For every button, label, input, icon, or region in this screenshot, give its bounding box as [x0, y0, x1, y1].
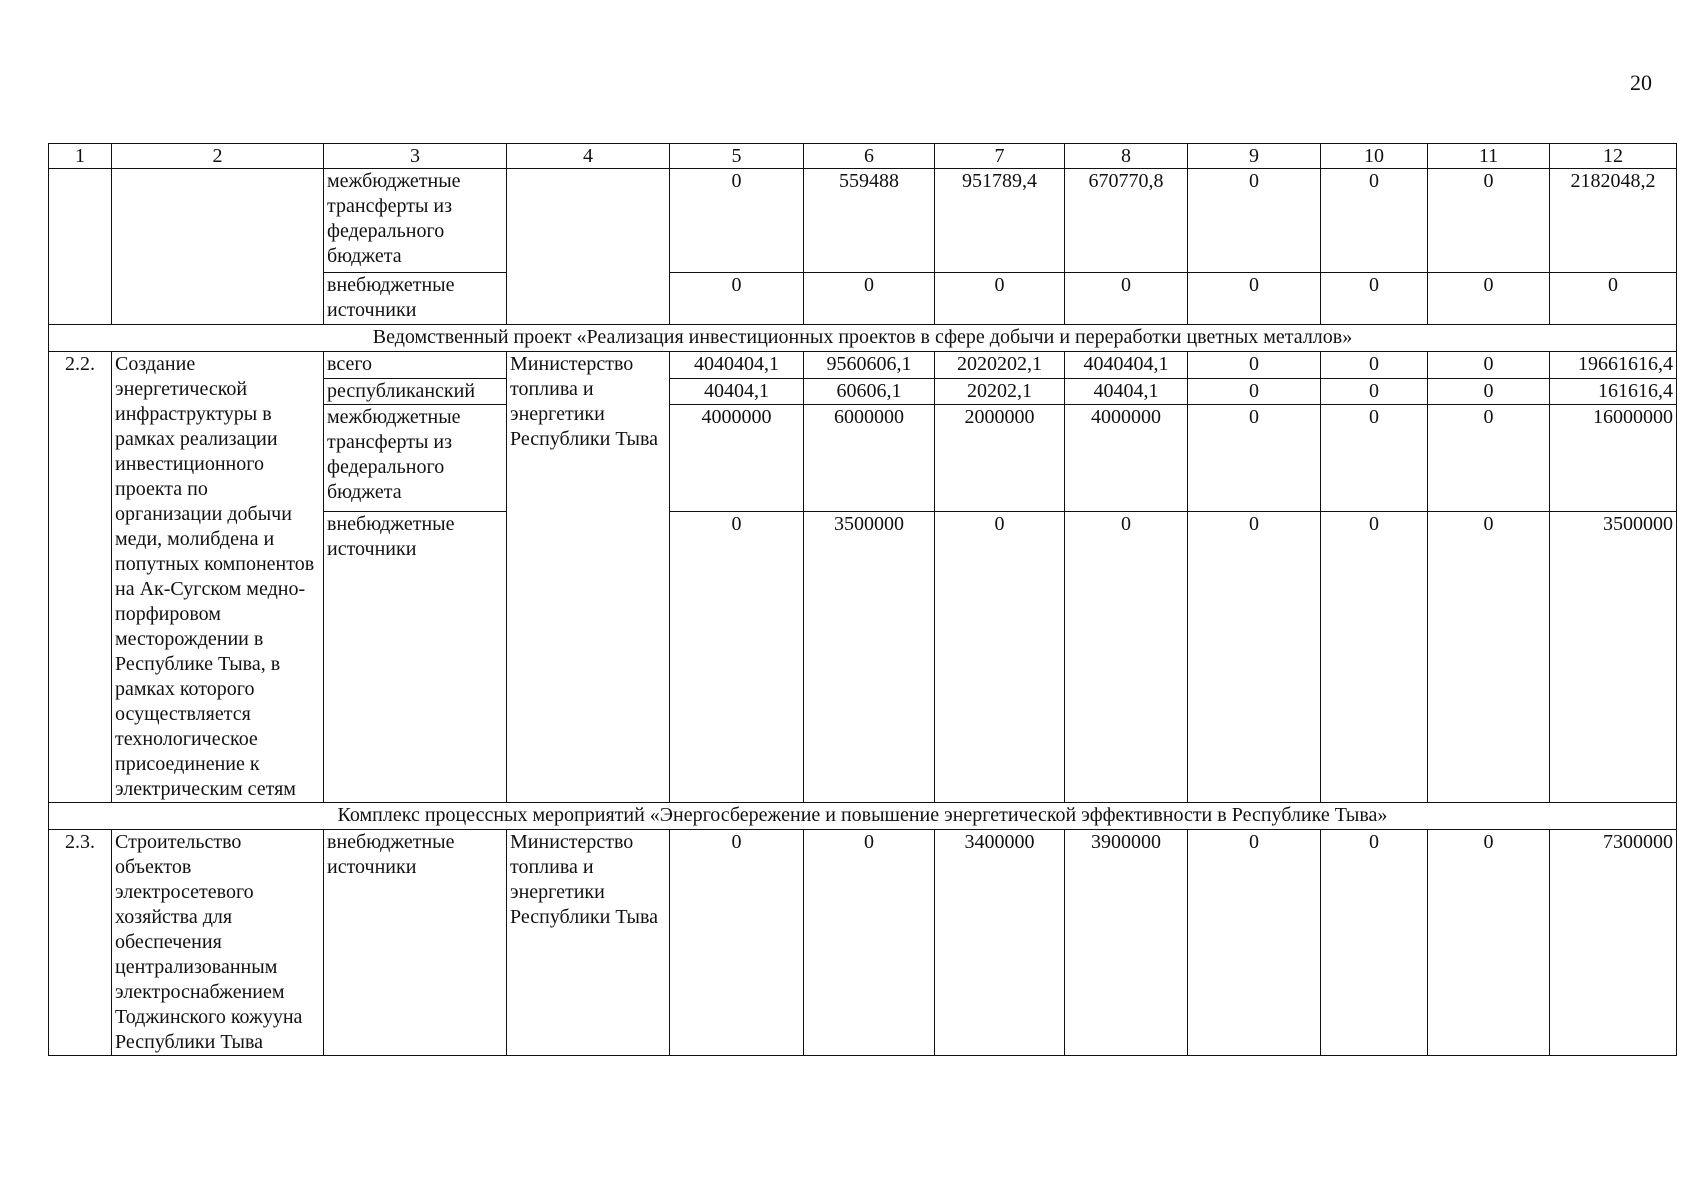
num-cell — [49, 169, 112, 325]
column-header: 6 — [804, 144, 935, 169]
value-cell: 0 — [1321, 169, 1428, 273]
value-cell: 6000000 — [804, 405, 935, 512]
value-cell: 0 — [670, 830, 804, 1056]
budget-table — [48, 143, 1677, 1056]
value-cell: 0 — [1428, 273, 1550, 325]
value-cell: 0 — [1188, 511, 1321, 802]
value-cell: 670770,8 — [1065, 169, 1188, 273]
section-row — [49, 325, 1677, 352]
value-cell: 0 — [1321, 511, 1428, 802]
value-cell: 2000000 — [935, 405, 1065, 512]
value-cell: 0 — [935, 511, 1065, 802]
executor: Министерство топлива и энергетики Республики Тыва — [507, 352, 670, 803]
value-cell: 0 — [1188, 378, 1321, 405]
value-cell: 40404,1 — [670, 378, 804, 405]
funding-source: межбюджетные трансферты из федерального бюджета — [324, 169, 507, 273]
funding-source: всего — [324, 352, 507, 379]
item-number: 2.3. — [49, 830, 112, 1056]
value-cell: 4000000 — [670, 405, 804, 512]
column-header: 4 — [507, 144, 670, 169]
value-cell: 4000000 — [1065, 405, 1188, 512]
value-cell: 4040404,1 — [1065, 352, 1188, 379]
value-cell: 0 — [935, 273, 1065, 325]
value-cell: 0 — [1321, 352, 1428, 379]
value-cell: 3500000 — [804, 511, 935, 802]
value-cell: 3900000 — [1065, 830, 1188, 1056]
value-cell: 0 — [1188, 273, 1321, 325]
value-cell: 7300000 — [1550, 830, 1677, 1056]
column-header: 3 — [324, 144, 507, 169]
value-cell: 0 — [1428, 352, 1550, 379]
value-cell: 9560606,1 — [804, 352, 935, 379]
value-cell: 20202,1 — [935, 378, 1065, 405]
name-cell — [112, 169, 324, 325]
column-header: 8 — [1065, 144, 1188, 169]
value-cell: 0 — [1188, 169, 1321, 273]
value-cell: 0 — [1550, 273, 1677, 325]
value-cell: 0 — [1188, 830, 1321, 1056]
value-cell: 0 — [1428, 169, 1550, 273]
page-number: 20 — [1630, 70, 1652, 95]
value-cell: 0 — [1321, 830, 1428, 1056]
value-cell: 951789,4 — [935, 169, 1065, 273]
value-cell: 559488 — [804, 169, 935, 273]
funding-source: республиканский — [324, 378, 507, 405]
value-cell: 0 — [1428, 378, 1550, 405]
executor: Министерство топлива и энергетики Республики Тыва — [507, 830, 670, 1056]
value-cell: 3500000 — [1550, 511, 1677, 802]
value-cell: 60606,1 — [804, 378, 935, 405]
column-header: 9 — [1188, 144, 1321, 169]
value-cell: 0 — [1321, 273, 1428, 325]
section-row — [49, 803, 1677, 830]
value-cell: 0 — [1321, 378, 1428, 405]
value-cell: 19661616,4 — [1550, 352, 1677, 379]
column-header: 12 — [1550, 144, 1677, 169]
value-cell: 0 — [670, 169, 804, 273]
item-name: Создание энергетической инфраструктуры в рамках реализации инвестиционного проекта по организации добычи меди, молибдена и попутных компонентов на Ак-Сугском медно-порфировом месторождении в Республике Тыва, в рамках которого осуществляется технологическое присоединение к электрическим сетям — [112, 352, 324, 803]
funding-source: внебюджетные источники — [324, 511, 507, 802]
column-header: 1 — [49, 144, 112, 169]
table-row — [49, 352, 1677, 379]
item-number: 2.2. — [49, 352, 112, 803]
value-cell: 40404,1 — [1065, 378, 1188, 405]
value-cell: 0 — [1065, 511, 1188, 802]
value-cell: 3400000 — [935, 830, 1065, 1056]
value-cell: 4040404,1 — [670, 352, 804, 379]
table-row — [49, 830, 1677, 1056]
column-header: 10 — [1321, 144, 1428, 169]
value-cell: 0 — [804, 830, 935, 1056]
value-cell: 0 — [670, 273, 804, 325]
value-cell: 2020202,1 — [935, 352, 1065, 379]
value-cell: 0 — [1428, 405, 1550, 512]
column-header: 7 — [935, 144, 1065, 169]
funding-source: межбюджетные трансферты из федерального бюджета — [324, 405, 507, 512]
value-cell: 0 — [1065, 273, 1188, 325]
column-header: 2 — [112, 144, 324, 169]
value-cell: 0 — [1188, 352, 1321, 379]
value-cell: 0 — [1321, 405, 1428, 512]
value-cell: 0 — [1428, 511, 1550, 802]
column-header: 11 — [1428, 144, 1550, 169]
column-header: 5 — [670, 144, 804, 169]
section-title: Комплекс процессных мероприятий «Энергосбережение и повышение энергетической эффективности в Республике Тыва» — [49, 803, 1677, 830]
section-title: Ведомственный проект «Реализация инвестиционных проектов в сфере добычи и переработки цветных металлов» — [49, 325, 1677, 352]
column-number-row — [49, 144, 1677, 169]
value-cell: 0 — [1188, 405, 1321, 512]
value-cell: 16000000 — [1550, 405, 1677, 512]
value-cell: 2182048,2 — [1550, 169, 1677, 273]
value-cell: 0 — [1428, 830, 1550, 1056]
table-row — [49, 169, 1677, 273]
item-name: Строительство объектов электросетевого хозяйства для обеспечения централизованным электроснабжением Тоджинского кожууна Республики Тыва — [112, 830, 324, 1056]
funding-source: внебюджетные источники — [324, 273, 507, 325]
executor-cell — [507, 169, 670, 325]
value-cell: 0 — [804, 273, 935, 325]
value-cell: 0 — [670, 511, 804, 802]
value-cell: 161616,4 — [1550, 378, 1677, 405]
funding-source: внебюджетные источники — [324, 830, 507, 1056]
